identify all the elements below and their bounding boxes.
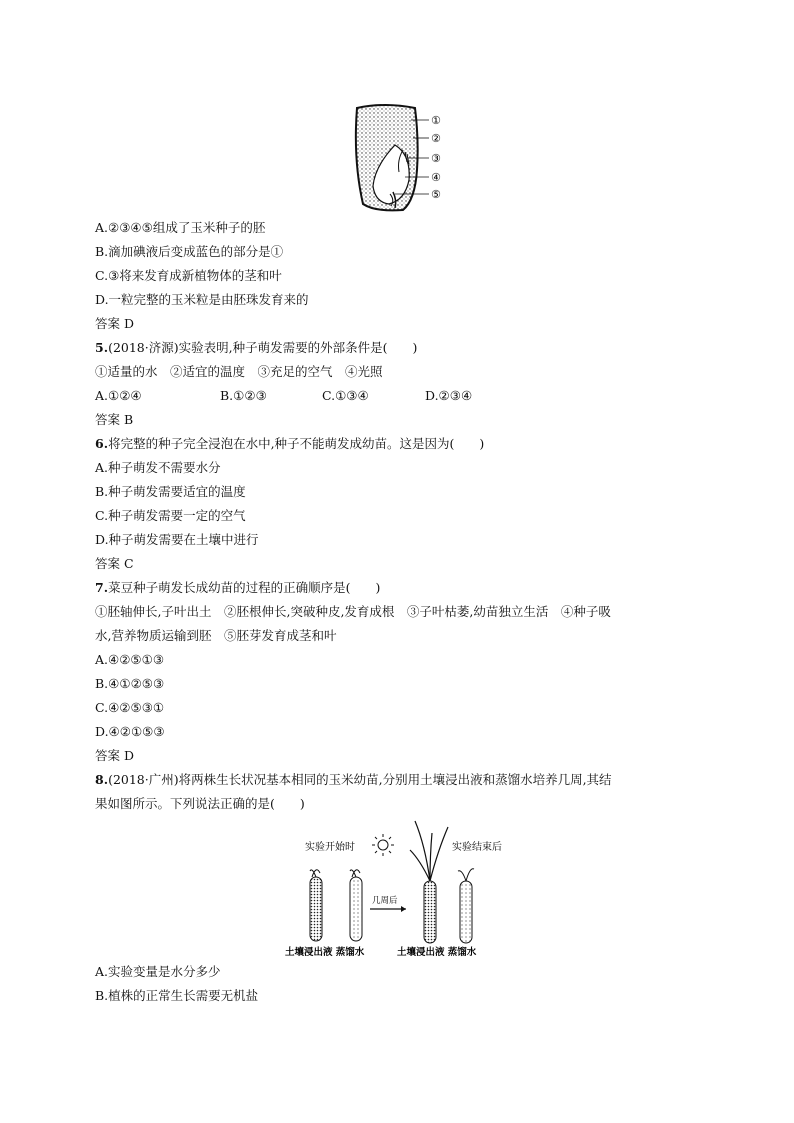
q8-number: 8.: [95, 772, 109, 787]
q5-answer: 答案 B: [95, 412, 134, 427]
q8-stem-line2: 果如图所示。下列说法正确的是( ): [95, 796, 305, 811]
q8-stem-1: (2018·广州)将两株生长状况基本相同的玉米幼苗,分别用土壤浸出液和蒸馏水培养几周,其结: [108, 772, 612, 787]
q7-answer: 答案 D: [95, 748, 134, 763]
tube-start-soil: [310, 870, 322, 941]
sun-icon: [372, 834, 394, 856]
q6-number: 6.: [95, 436, 109, 451]
q7-stem: 菜豆种子萌发长成幼苗的过程的正确顺序是( ): [108, 580, 381, 595]
q7-steps-line2: 水,营养物质运输到胚 ⑤胚芽发育成茎和叶: [95, 628, 337, 643]
q5-option-b: B.①②③: [220, 388, 267, 403]
q5-conditions: ①适量的水 ②适宜的温度 ③充足的空气 ④光照: [95, 364, 383, 379]
label-4: ④: [431, 171, 441, 184]
q7-stem-line: [95, 580, 380, 596]
tube-label-left: 土壤浸出液 蒸馏水: [285, 947, 365, 958]
q4-answer: 答案 D: [95, 316, 134, 331]
experiment-figure: [280, 815, 520, 960]
q8-stem-line1: [95, 772, 612, 788]
q4-option-b: B.滴加碘液后变成蓝色的部分是①: [95, 244, 284, 259]
tube-label-right: 土壤浸出液 蒸馏水: [397, 947, 477, 958]
q5-option-a: A.①②④: [95, 388, 142, 403]
arrow-head: [401, 906, 406, 912]
q6-stem: 将完整的种子完全浸泡在水中,种子不能萌发成幼苗。这是因为( ): [108, 436, 485, 451]
label-5: ⑤: [431, 188, 441, 201]
corn-seed-diagram: [345, 100, 455, 215]
q6-stem-line: [95, 436, 484, 452]
label-2: ②: [431, 132, 441, 145]
q5-number: 5.: [95, 340, 109, 355]
q4-option-d: D.一粒完整的玉米粒是由胚珠发育来的: [95, 292, 309, 307]
q5-option-d: D.②③④: [425, 388, 473, 403]
q6-option-d: D.种子萌发需要在土壤中进行: [95, 532, 259, 547]
corn-seed-figure: [345, 100, 455, 215]
tube-end-water: [458, 869, 474, 943]
q6-answer: 答案 C: [95, 556, 134, 571]
experiment-diagram: [280, 815, 520, 960]
q5-option-c: C.①③④: [322, 388, 369, 403]
q8-option-b: B.植株的正常生长需要无机盐: [95, 988, 259, 1003]
q7-option-d: D.④②①⑤③: [95, 724, 165, 739]
q6-option-a: A.种子萌发不需要水分: [95, 460, 221, 475]
q4-option-a: A.②③④⑤组成了玉米种子的胚: [95, 220, 266, 235]
start-label: 实验开始时: [305, 842, 355, 853]
q6-option-b: B.种子萌发需要适宜的温度: [95, 484, 246, 499]
q4-option-c: C.③将来发育成新植物体的茎和叶: [95, 268, 282, 283]
q7-steps-line1: ①胚轴伸长,子叶出土 ②胚根伸长,突破种皮,发育成根 ③子叶枯萎,幼苗独立生活 ④种子吸: [95, 604, 611, 619]
q7-option-b: B.④①②⑤③: [95, 676, 165, 691]
q5-stem-line: [95, 340, 417, 356]
q7-number: 7.: [95, 580, 109, 595]
arrow-label: 几周后: [372, 896, 398, 906]
label-3: ③: [431, 152, 441, 165]
q7-option-a: A.④②⑤①③: [95, 652, 165, 667]
q5-stem: (2018·济源)实验表明,种子萌发需要的外部条件是( ): [108, 340, 418, 355]
end-label: 实验结束后: [452, 842, 502, 853]
q6-option-c: C.种子萌发需要一定的空气: [95, 508, 246, 523]
label-1: ①: [431, 114, 441, 127]
tube-end-soil: [410, 821, 448, 943]
q8-option-a: A.实验变量是水分多少: [95, 964, 221, 979]
tube-start-water: [350, 870, 362, 941]
q7-option-c: C.④②⑤③①: [95, 700, 165, 715]
